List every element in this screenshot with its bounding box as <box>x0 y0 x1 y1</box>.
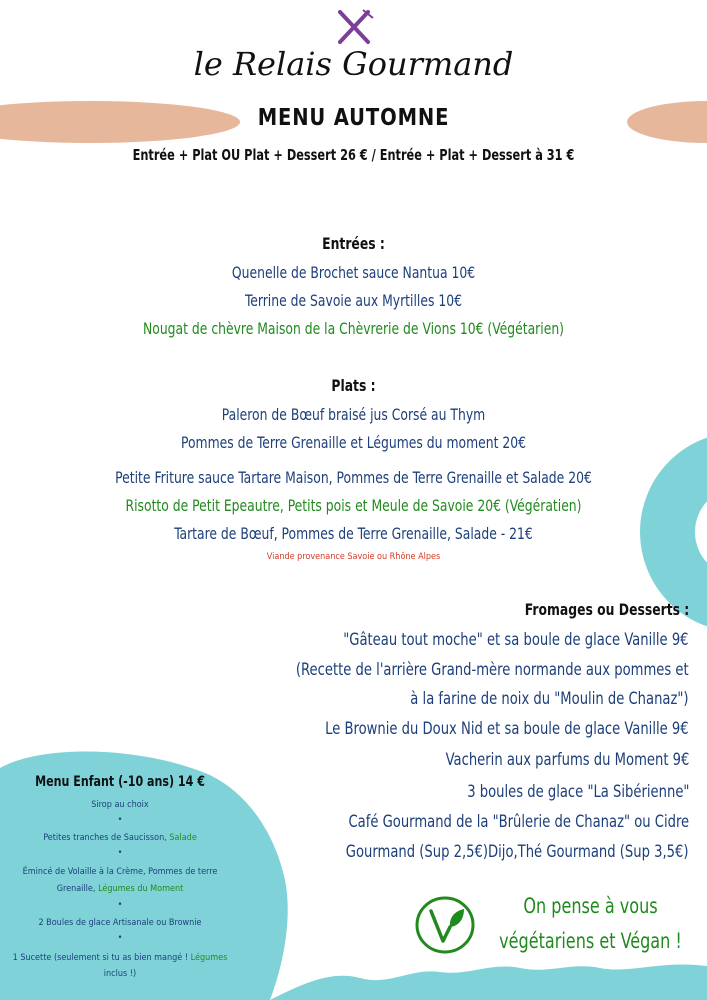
price-subtitle: Entrée + Plat OU Plat + Dessert 26 € / Entrée + Plat + Dessert à 31 € <box>132 146 575 164</box>
kids-menu-title: Menu Enfant (-10 ans) 14 € <box>35 774 205 790</box>
veg-message-line-1: On pense à vous <box>523 894 658 918</box>
list-item: 3 boules de glace "La Sibérienne" <box>466 782 689 802</box>
list-item: Quenelle de Brochet sauce Nantua 10€ <box>231 263 476 282</box>
meat-origin-note: Viande provenance Savoie ou Rhône Alpes <box>266 552 441 562</box>
list-item: Risotto de Petit Epeautre, Petits pois et Meule de Savoie 20€ (Végératien) <box>125 496 582 515</box>
list-item: Petite Friture sauce Tartare Maison, Pommes de Terre Grenaille et Salade 20€ <box>115 468 592 487</box>
list-item: Le Brownie du Doux Nid et sa boule de glace Vanille 9€ <box>325 719 689 739</box>
kids-item-glace: 2 Boules de glace Artisanale ou Brownie <box>38 918 202 928</box>
vegan-leaf-icon <box>414 895 476 955</box>
kids-item-volaille: Émincé de Volaille à la Crème, Pommes de terre <box>22 867 218 877</box>
plats-heading: Plats : <box>331 376 376 395</box>
kids-item-sirop: Sirop au choix <box>91 800 149 810</box>
list-item: Gourmand (Sup 2,5€)Dijo,Thé Gourmand (Sup 3,5€) <box>346 842 689 862</box>
bullet: • <box>117 815 123 825</box>
kids-item-sucette-cont: inclus !) <box>103 969 137 979</box>
kids-legumes-text: Légumes <box>190 953 228 963</box>
list-item: Pommes de Terre Grenaille et Légumes du moment 20€ <box>180 433 527 452</box>
kids-volaille-text: Grenaille, <box>56 884 96 894</box>
list-item: (Recette de l'arrière Grand-mère normande aux pommes et <box>296 660 689 680</box>
list-item: Paleron de Bœuf braisé jus Corsé au Thym <box>221 405 486 424</box>
fork-knife-icon <box>333 8 375 46</box>
list-item: Café Gourmand de la "Brûlerie de Chanaz" ou Cidre <box>348 812 689 832</box>
page-title: MENU AUTOMNE <box>257 105 450 131</box>
kids-saucisson-text: Petites tranches de Saucisson, <box>43 833 167 843</box>
list-item: "Gâteau tout moche" et sa boule de glace Vanille 9€ <box>343 630 689 650</box>
list-item: Nougat de chèvre Maison de la Chèvrerie de Vions 10€ (Végétarien) <box>143 319 564 338</box>
veg-message-line-2: végétariens et Végan ! <box>499 929 682 953</box>
kids-item-saucisson <box>0 830 240 846</box>
bullet: • <box>117 848 123 858</box>
kids-item-volaille-cont <box>0 881 240 897</box>
desserts-heading: Fromages ou Desserts : <box>524 600 689 619</box>
bullet: • <box>117 933 123 943</box>
kids-salade-text: Salade <box>169 833 197 843</box>
list-item: à la farine de noix du "Moulin de Chanaz") <box>410 689 689 709</box>
kids-sucette-text: 1 Sucette (seulement si tu as bien mangé ! <box>12 953 189 963</box>
logo-text: le Relais Gourmand <box>193 45 514 83</box>
kids-item-sucette <box>0 950 240 966</box>
entrees-heading: Entrées : <box>322 234 385 253</box>
list-item: Terrine de Savoie aux Myrtilles 10€ <box>245 291 462 310</box>
kids-legumes-moment-text: Légumes du Moment <box>98 884 184 894</box>
bullet: • <box>117 900 123 910</box>
list-item: Vacherin aux parfums du Moment 9€ <box>445 750 689 770</box>
list-item: Tartare de Bœuf, Pommes de Terre Grenaille, Salade - 21€ <box>174 524 533 543</box>
